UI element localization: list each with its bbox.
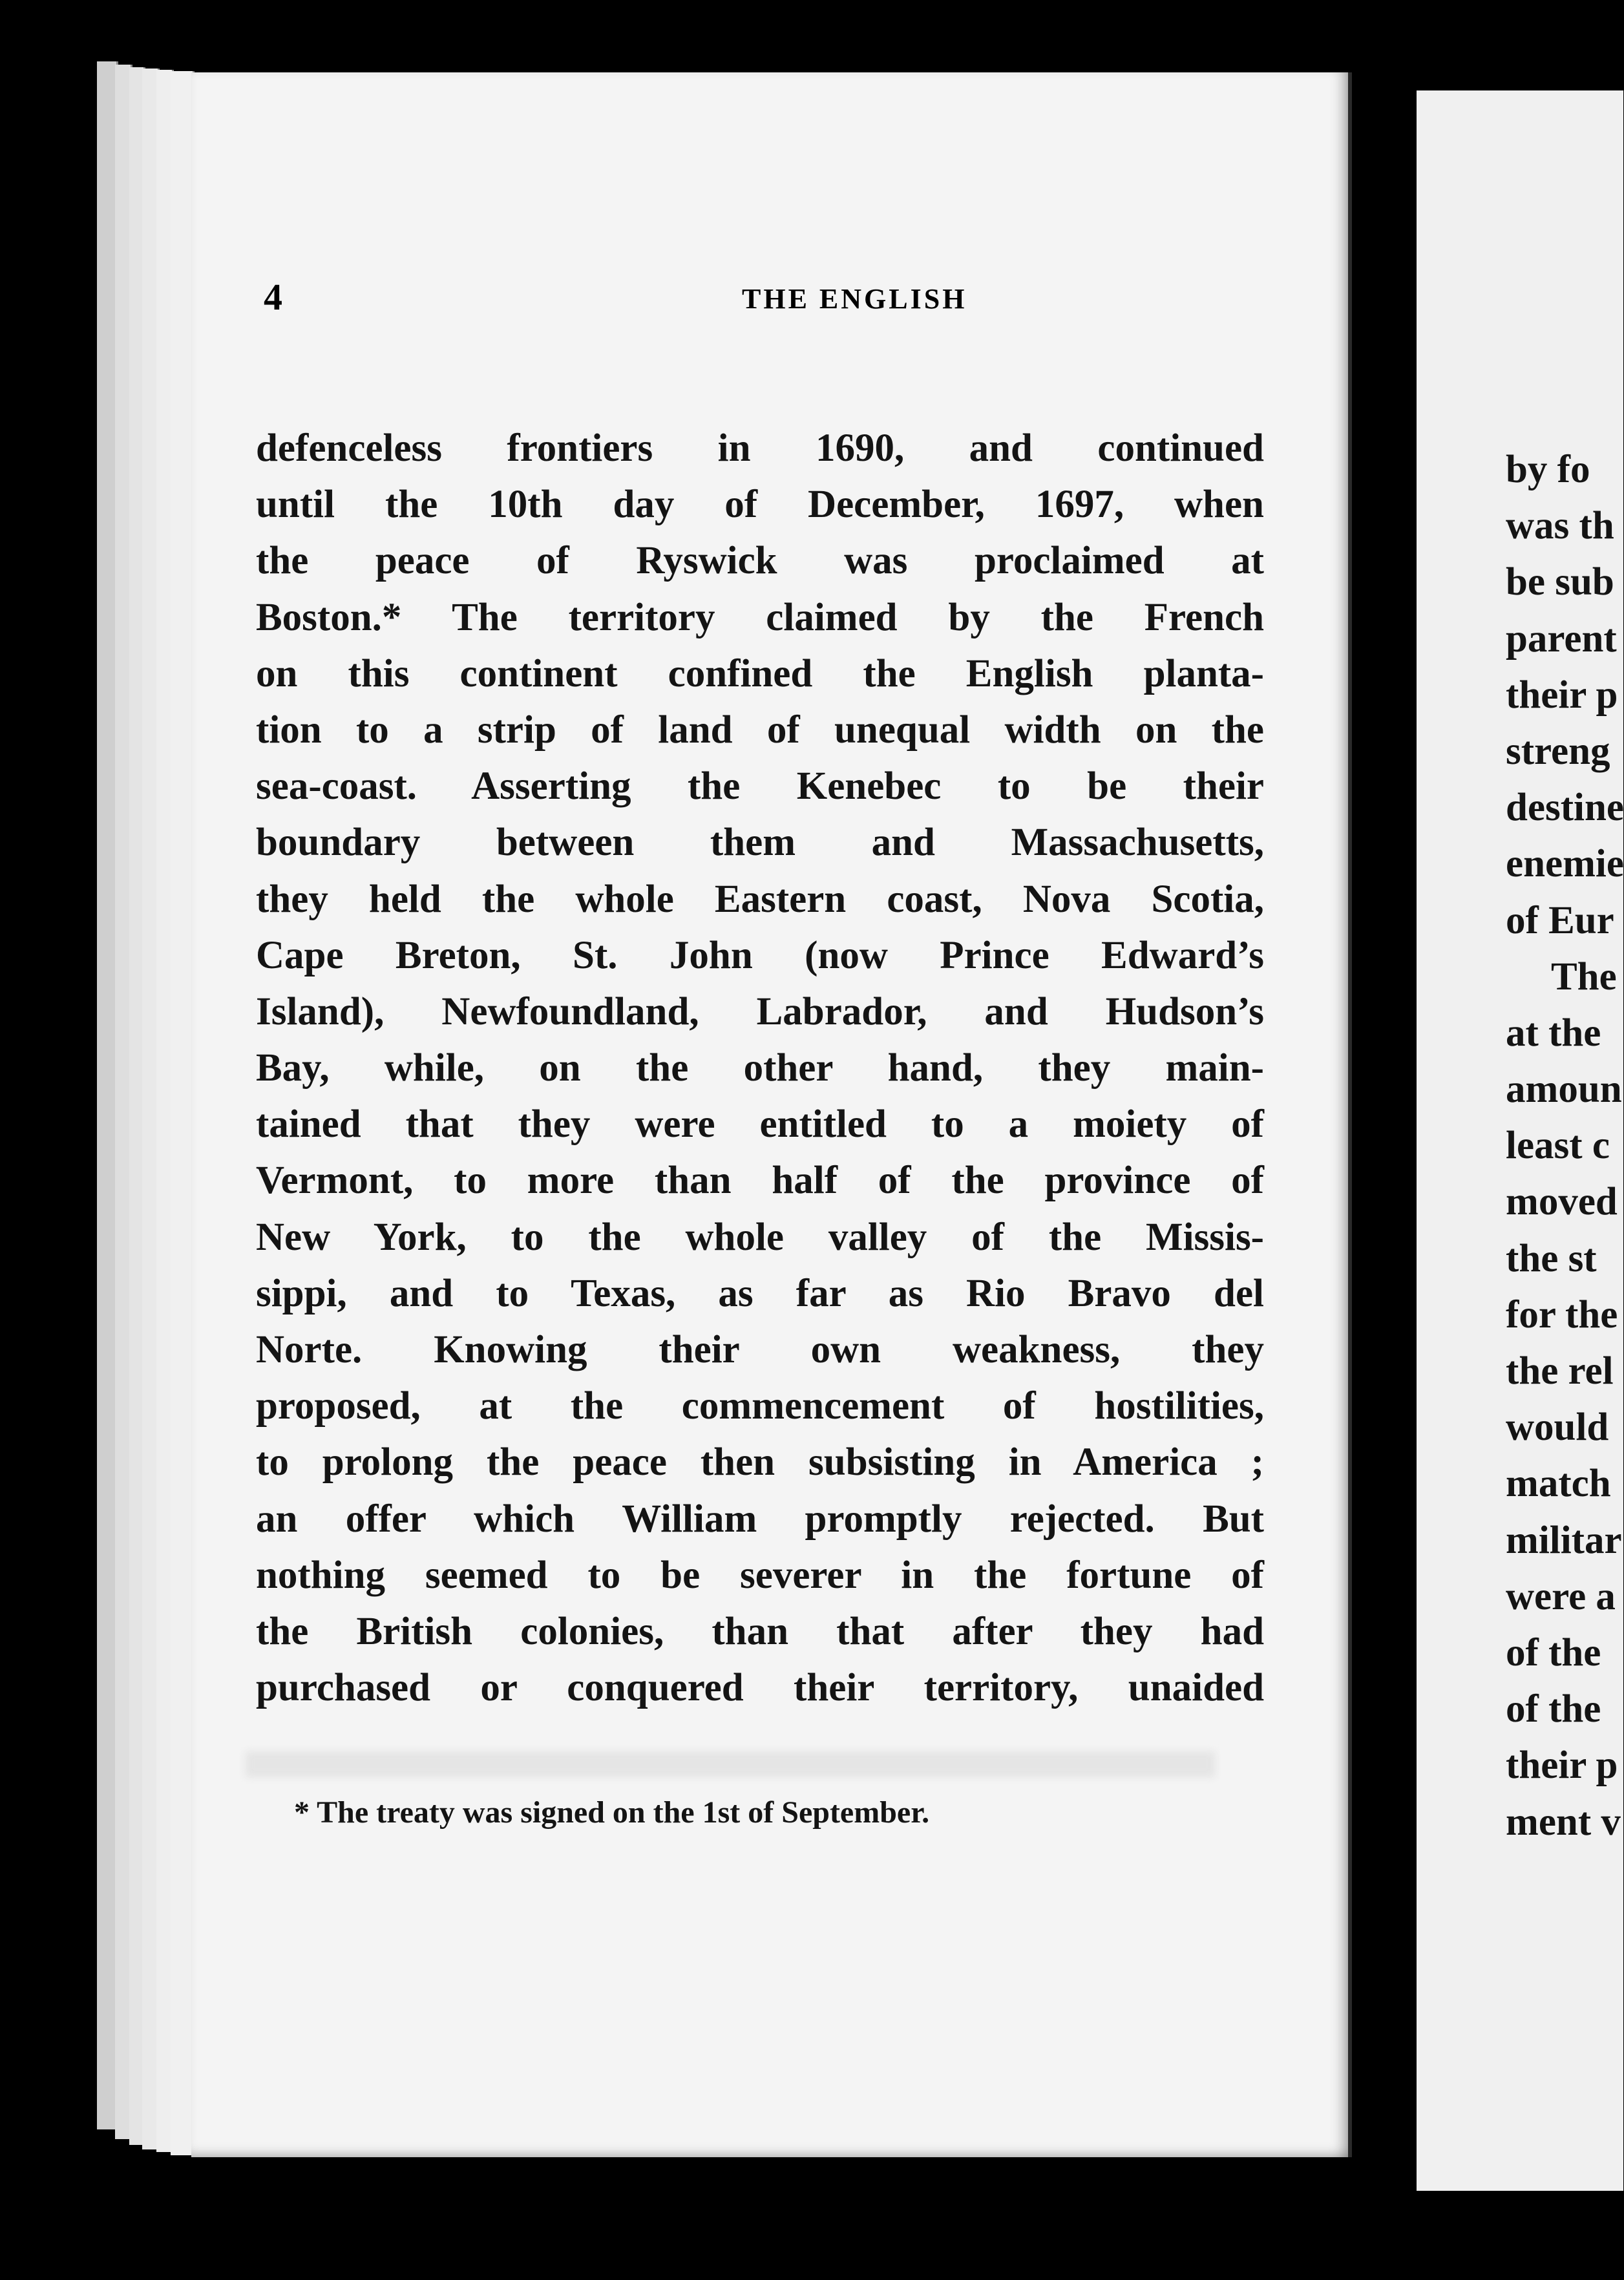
- text-line: was th: [1506, 504, 1614, 548]
- text-line: boundary between them and Massachusetts,: [256, 821, 1264, 865]
- text-line: moved: [1506, 1180, 1618, 1224]
- text-line: the st: [1506, 1236, 1597, 1280]
- text-line: streng: [1506, 729, 1610, 773]
- text-line: ment v: [1506, 1800, 1621, 1844]
- text-line: parent: [1506, 617, 1617, 660]
- footnote: * The treaty was signed on the 1st of September.: [294, 1795, 930, 1830]
- text-line: by fo: [1506, 448, 1590, 491]
- text-line: tion to a strip of land of unequal width on the: [256, 708, 1264, 752]
- text-line: at the: [1506, 1011, 1601, 1055]
- text-line: the British colonies, than that after they had: [256, 1609, 1264, 1653]
- text-line: of the: [1506, 1687, 1601, 1731]
- bleed-through-smudge: [246, 1751, 1215, 1777]
- text-line: sea-coast. Asserting the Kenebec to be their: [256, 765, 1264, 808]
- text-line: on this continent confined the English planta-: [256, 651, 1264, 695]
- text-line: Norte. Knowing their own weakness, they: [256, 1328, 1264, 1371]
- body-text: [256, 420, 1264, 1716]
- text-line: the rel: [1506, 1349, 1614, 1393]
- text-line: Vermont, to more than half of the province of: [256, 1159, 1264, 1203]
- text-line: destine: [1506, 786, 1624, 830]
- text-line: would: [1506, 1406, 1609, 1450]
- text-line: Island), Newfoundland, Labrador, and Hudson’s: [256, 989, 1264, 1033]
- text-line: they held the whole Eastern coast, Nova Scotia,: [256, 877, 1264, 921]
- text-line: sippi, and to Texas, as far as Rio Bravo del: [256, 1271, 1264, 1315]
- text-line: defenceless frontiers in 1690, and continued: [256, 427, 1264, 470]
- text-line: enemie: [1506, 842, 1624, 886]
- text-line: nothing seemed to be severer in the fortune of: [256, 1553, 1264, 1597]
- running-head: [264, 271, 1265, 323]
- text-line: for the: [1506, 1293, 1618, 1336]
- text-line: to prolong the peace then subsisting in America ;: [256, 1441, 1264, 1484]
- text-line: least c: [1506, 1124, 1610, 1168]
- page-number: 4: [264, 276, 282, 318]
- text-line: their p: [1506, 1744, 1618, 1788]
- text-line: were a: [1506, 1574, 1616, 1618]
- text-line: Cape Breton, St. John (now Prince Edward’s: [256, 933, 1264, 977]
- text-line: an offer which William promptly rejected. But: [256, 1497, 1264, 1541]
- text-line: militar: [1506, 1518, 1622, 1562]
- text-line: tained that they were entitled to a moiety of: [256, 1103, 1264, 1146]
- text-line: until the 10th day of December, 1697, when: [256, 483, 1264, 527]
- text-line: of the: [1506, 1631, 1601, 1674]
- text-line: The: [1551, 955, 1617, 998]
- text-line: of Eur: [1506, 898, 1614, 942]
- text-line: purchased or conquered their territory, unaided: [256, 1666, 1264, 1710]
- text-line: Bay, while, on the other hand, they main-: [256, 1046, 1264, 1090]
- text-line: New York, to the whole valley of the Missis-: [256, 1215, 1264, 1259]
- text-line: proposed, at the commencement of hostilities,: [256, 1384, 1264, 1428]
- text-line: their p: [1506, 673, 1618, 717]
- text-line: amoun: [1506, 1068, 1622, 1112]
- facing-page-text: [1506, 441, 1624, 1850]
- text-line: the peace of Ryswick was proclaimed at: [256, 539, 1264, 583]
- text-line: Boston.* The territory claimed by the French: [256, 595, 1264, 639]
- running-head-title: THE ENGLISH: [742, 283, 967, 315]
- text-line: match: [1506, 1462, 1611, 1506]
- text-line: be sub: [1506, 560, 1614, 604]
